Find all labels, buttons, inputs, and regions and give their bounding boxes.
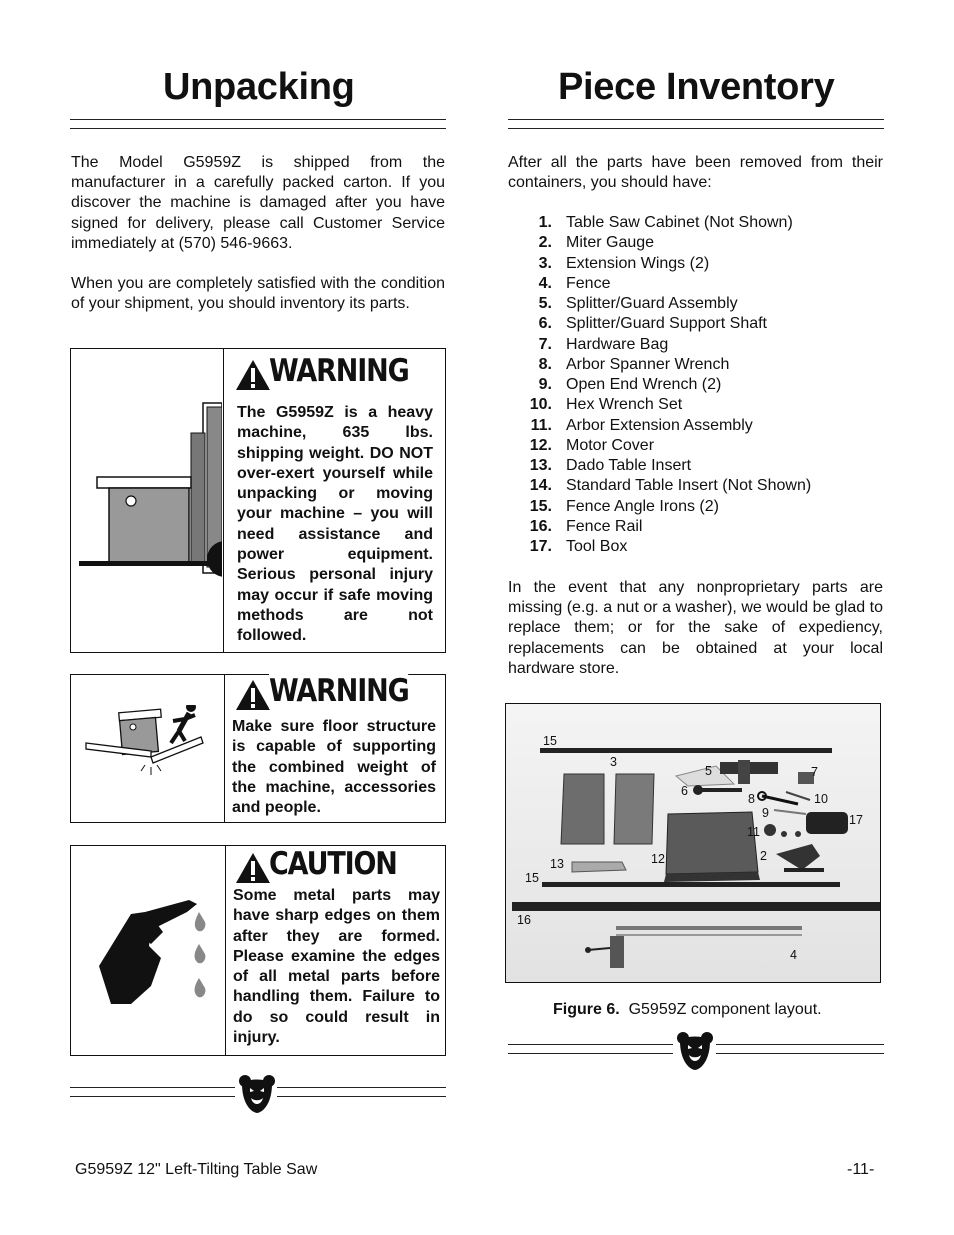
component-layout-drawing [506,704,881,983]
photo-label: 12 [651,852,665,866]
caution-icon [235,852,271,884]
warning-box-heavy [70,348,446,653]
component-layout-photo [505,703,881,983]
photo-label: 16 [517,913,531,927]
photo-label: 9 [762,806,769,820]
photo-label: 17 [849,813,863,827]
photo-label: 10 [814,792,828,806]
section-end-rule-bottom [70,1096,235,1097]
section-end-rule-top [70,1087,235,1088]
bear-logo-icon [238,1074,276,1114]
caution-label: CAUTION [269,846,397,882]
unpacking-paragraph-1: The Model G5959Z is shipped from the manufacturer in a carefully packed carton. If you discover the machine is damaged after you have signed for delivery, please call Customer Service immediately at (570) 546-9663. [71,154,445,252]
list-item: 1. Table Saw Cabinet (Not Shown) [538,214,793,231]
list-item: 7. Hardware Bag [538,335,669,353]
collapsing-floor-illustration [81,705,221,795]
list-item: 6. Splitter/Guard Support Shaft [538,315,767,333]
section-end-rule-bottom [716,1053,884,1054]
title-rule-bottom [508,128,884,129]
photo-label: 13 [550,857,564,871]
photo-label: 8 [748,792,755,806]
warning-label: WARNING [269,673,409,709]
photo-label: 15 [525,871,539,885]
warning-text: The G5959Z is a heavy machine, 635 lbs. shipping weight. DO NOT over-exert yourself while unpacking or moving your machine – you will need assistance and power equipment. Serious personal injury may occur if safe moving methods are not followed. [237,404,433,645]
photo-label: 7 [811,765,818,779]
list-item: 13. Dado Table Insert [529,457,692,474]
list-item: 5. Splitter/Guard Assembly [538,295,738,312]
section-end-rule-bottom [508,1053,673,1054]
unpacking-paragraph-2: When you are completely satisfied with the condition of your shipment, you should inventory its parts. [71,275,445,313]
photo-label: 3 [610,755,617,769]
list-item: 2. Miter Gauge [538,234,655,252]
list-item: 11. Arbor Extension Assembly [530,416,753,434]
inventory-list [508,213,884,557]
list-item: 10. Hex Wrench Set [529,396,683,414]
inventory-intro: After all the parts have been removed from their containers, you should have: [508,154,883,192]
figure-text: G5959Z component layout. [628,1001,822,1018]
figure-caption [553,1001,822,1019]
figure-label: Figure 6. [553,1001,620,1018]
unpacking-title: Unpacking [163,66,355,108]
footer-page-number: -11- [847,1161,875,1178]
list-item: 8. Arbor Spanner Wrench [538,355,730,373]
section-end-rule-top [277,1087,446,1088]
title-rule-bottom [70,128,446,129]
title-rule-top [70,119,446,120]
list-item: 15. Fence Angle Irons (2) [529,497,719,515]
section-end-rule-bottom [277,1096,446,1097]
list-item: 14. Standard Table Insert (Not Shown) [529,477,812,495]
list-item: 4. Fence [538,274,611,292]
footer-model-name: G5959Z 12" Left-Tilting Table Saw [75,1161,318,1178]
photo-label: 6 [681,784,688,798]
inventory-outro: In the event that any nonproprietary parts are missing (e.g. a nut or a washer), we would be glad to replace them; or for the sake of expediency, replacements can be obtained at your local hardware store. [508,579,883,677]
warning-text: Make sure floor structure is capable of supporting the combined weight of the machine, accessories and people. [232,718,436,817]
photo-label: 4 [790,948,797,962]
warning-box-floor [70,674,446,823]
section-end-rule-top [508,1044,673,1045]
photo-label: 11 [747,825,760,839]
bear-logo-icon [676,1031,714,1071]
list-item: 3. Extension Wings (2) [538,254,710,272]
photo-label: 15 [543,734,557,748]
list-item: 12. Motor Cover [529,436,655,454]
list-item: 9. Open End Wrench (2) [538,376,722,393]
warning-icon [235,359,271,391]
warning-icon [235,679,271,711]
hand-blood-drops-illustration [91,896,221,1016]
photo-label: 5 [705,764,712,778]
title-rule-top [508,119,884,120]
caution-text: Some metal parts may have sharp edges on them after they are formed. Please examine the edges of all metal parts before handling them. Failure to do so could result in injury. [233,887,440,1047]
forklift-crate-illustration [73,397,222,582]
caution-box-sharp-edges [70,845,446,1056]
section-end-rule-top [716,1044,884,1045]
piece-inventory-title: Piece Inventory [558,66,835,108]
warning-label: WARNING [269,353,409,389]
list-item: 17. Tool Box [529,538,628,555]
list-item: 16. Fence Rail [529,517,643,535]
photo-label: 2 [760,849,767,863]
